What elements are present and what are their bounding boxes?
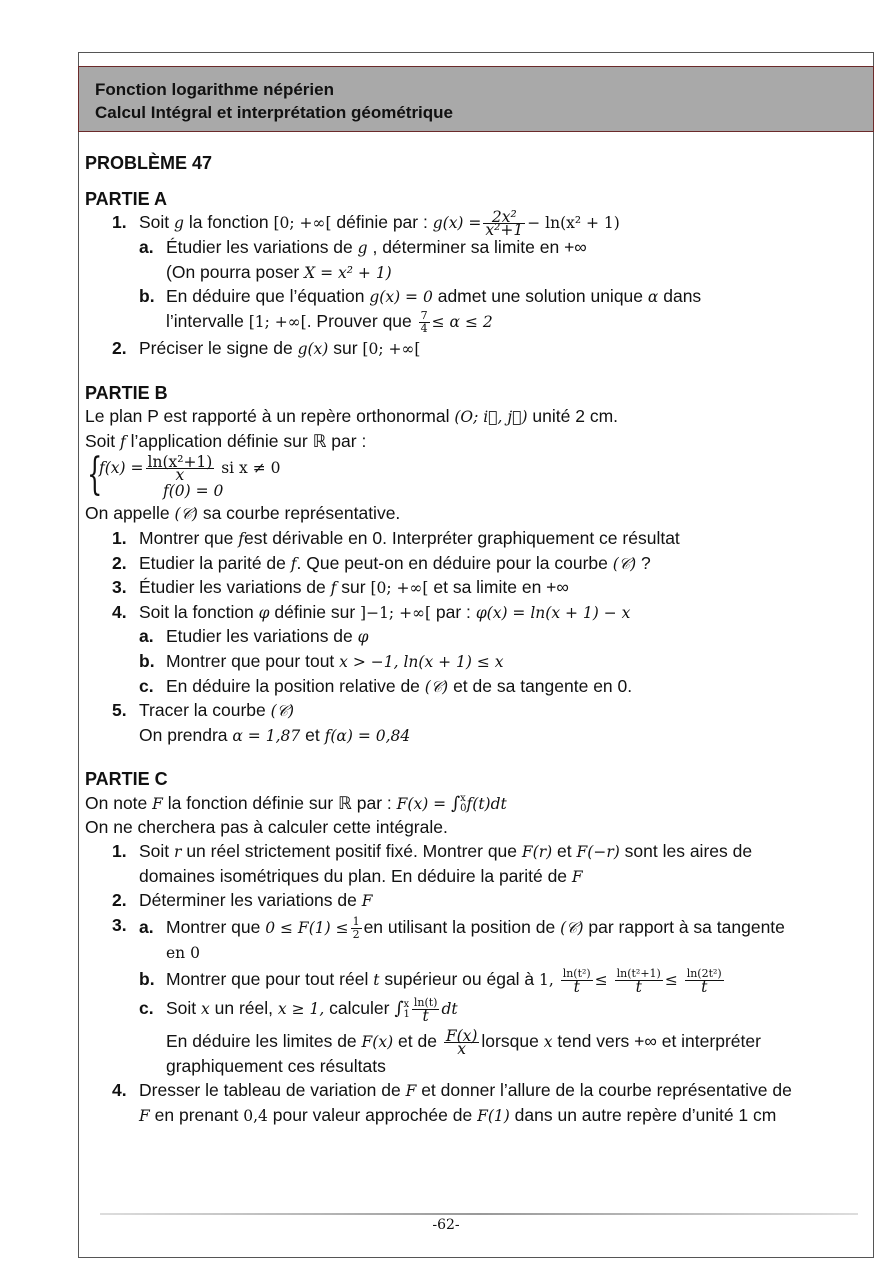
part-b-question-5: 5. Tracer la courbe (𝒞)	[112, 700, 295, 721]
part-c-question-3a-line2: en 0	[166, 943, 200, 962]
part-c-question-3c-line2: En déduire les limites de F(x) et de $\frac{F(x)}{x}$ lorsque x tend vers +∞ et interpréter	[166, 1027, 761, 1059]
part-c-title: PARTIE C	[85, 769, 168, 790]
part-b-question-4: 4. Soit la fonction φ définie sur ]−1; +∞[ par : φ(x) = ln(x + 1) − x	[112, 601, 631, 622]
part-b-question-5-values: On prendra α = 1,87 et f(α) = 0,84	[139, 724, 411, 745]
part-c-note: On ne cherchera pas à calculer cette intégrale.	[85, 817, 448, 838]
chapter-header	[78, 66, 874, 132]
part-b-title: PARTIE B	[85, 382, 168, 403]
part-a-question-1b: b. En déduire que l’équation g(x) = 0 admet une solution unique α dans	[139, 286, 702, 307]
part-a-question-1: 1. Soit g la fonction [0; +∞[ définie par : g(x) = $\frac{\text{2x²}}{\text{x²+1}}$ − ln(x² + 1)	[112, 208, 620, 240]
part-c-question-1: 1. Soit r un réel strictement positif fixé. Montrer que F(r) et F(−r) sont les aires de	[112, 841, 753, 862]
part-c-question-3b: b. Montrer que pour tout réel t supérieur ou égal à 1, $\frac{\text{ln(t²)}}{t}$ ≤ $\frac{\text{ln(t²+1)}}{t}$ ≤ $\frac{\text{ln(2t²)}}{t}$	[139, 967, 722, 997]
part-b-question-4a: a. Etudier les variations de φ	[139, 626, 369, 647]
part-a-question-1b-line2: l’intervalle [1; +∞[. Prouver que $\frac{7}{4}$ ≤ α ≤ 2	[166, 308, 493, 335]
part-b-question-4c: c. En déduire la position relative de (𝒞) et de sa tangente en 0.	[139, 675, 633, 696]
part-c-question-1-line2: domaines isométriques du plan. En déduire la parité de F	[139, 865, 583, 886]
curve-definition: On appelle (𝒞) sa courbe représentative.	[85, 503, 401, 524]
part-c-question-4: 4. Dresser le tableau de variation de F et donner l’allure de la courbe représentative de	[112, 1080, 792, 1101]
footer-divider	[100, 1213, 858, 1215]
problem-title: PROBLÈME 47	[85, 153, 213, 173]
part-c-question-3a: a. Montrer que 0 ≤ F(1) ≤ $\frac{1}{2}$ en utilisant la position de (𝒞) par rapport à sa tangente	[139, 914, 785, 941]
chapter-subtitle: Calcul Intégral et interprétation géométrique	[95, 103, 454, 122]
part-b-definition: Soit f l’application définie sur ℝ par :	[85, 430, 367, 451]
part-c-question-3c-line3: graphiquement ces résultats	[166, 1056, 386, 1077]
part-a-question-1a: a. Étudier les variations de g , déterminer sa limite en +∞	[139, 237, 587, 258]
page-number: -62-	[432, 1217, 460, 1233]
part-b-intro: Le plan P est rapporté à un repère orthonormal (O; i⃗, j⃗) unité 2 cm.	[85, 406, 619, 427]
part-c-question-4-line2: F en prenant 0,4 pour valeur approchée de F(1) dans un autre repère d’unité 1 cm	[139, 1104, 777, 1125]
part-c-intro: On note F la fonction définie sur ℝ par : F(x) = ∫ x 0 f(t)dt	[85, 792, 507, 815]
function-system: { f(x) = $\frac{\text{ln(x²+1)}}{x}$ si x ≠ 0 f(0) = 0	[87, 449, 281, 501]
part-b-question-1: 1. Montrer que fest dérivable en 0. Interpréter graphiquement ce résultat	[112, 527, 680, 548]
part-a-question-1a-hint: (On pourra poser X = x² + 1)	[166, 261, 392, 282]
part-b-question-4b: b. Montrer que pour tout x > −1, ln(x + 1) ≤ x	[139, 650, 504, 671]
problem-content: PROBLÈME 47 PARTIE A 1. Soit g la fonction [0; +∞[ définie par : g(x) = $\frac{\text{2x²}}{\text{x²+1}}$ − ln(x² + 1) a. Étudier les variations de g , déterminer sa limite en +∞ (On pourra poser X = x² + 1) b. En déduire que l’équation g(x) = 0 admet une solution unique α dans l’intervalle [1; +∞[. Prouver que $\frac{7}{4}$ ≤ α ≤ 2 2. Préciser le signe de g(x) sur [0; +∞[ PARTIE B Le plan P est rapporté à un repère orthonormal (O; i⃗, j⃗) unité 2 cm. Soit f l’application définie sur ℝ par : { f(x) = $\frac{\text{ln(x²+1)}}{x}$ si x ≠ 0 f(0) = 0 On appelle (𝒞) sa courbe représentative. 1. Montrer que fest dérivable en 0. Interpréter graphiquement ce résultat 2. Etudier la parité de f. Que peut-on en déduire pour la courbe (𝒞) ? 3. Étudier les variations de f sur [0; +∞[ et sa limite en +∞ 4. Soit la fonction φ définie sur ]−1; +∞[ par : φ(x) = ln(x + 1) − x a. Etudier les variations de φ b. Montrer que pour tout x > −1, ln(x + 1) ≤ x c. En déduire la position relative de (𝒞) et de sa tangente en 0. 5. Tracer la courbe (𝒞) On prendra α = 1,87 et f(α) = 0,84 PARTIE C On note F la fonction définie sur ℝ par : F(x) = ∫ x 0 f(t)dt On ne cherchera pas à calculer cette intégrale. 1. Soit r un réel strictement positif fixé. Montrer que F(r) et F(−r) sont les aires de domaines isométriques du plan. En déduire la parité de F 2. Déterminer les variations de F 3. a. Montrer que 0 ≤ F(1) ≤ $\frac{1}{2}$ en utilisant la position de (𝒞) par rapport à sa tangente en 0 b. Montrer que pour tout réel t supérieur ou égal à 1, $\frac{\text{ln(t²)}}{t}$ ≤ $\frac{\text{ln(t²+1)}}{t}$ ≤ $\frac{\text{ln(2t²)}}{t}$ c. Soit x un réel, x ≥ 1, calculer ∫ x 1 $\frac{\ln(t)}{t}$ dt En déduire les limites de F(x) et de $\frac{F(x)}{x}$ lorsque x tend vers +∞ et interpréter graphiquement ces résultats 4. Dresser le tableau de variation de F et donner l’allure de la courbe représentative de F en prenant 0,4 pour valeur approchée de F(1) dans un autre repère d’unité 1 cm	[85, 152, 870, 1128]
part-c-question-3c: c. Soit x un réel, x ≥ 1, calculer ∫ x 1 $\frac{\ln(t)}{t}$ dt	[139, 996, 458, 1026]
chapter-title: Fonction logarithme népérien	[95, 80, 334, 99]
part-a-title: PARTIE A	[85, 188, 168, 209]
part-c-question-2: 2. Déterminer les variations de F	[112, 890, 373, 911]
part-b-question-2: 2. Etudier la parité de f. Que peut-on en déduire pour la courbe (𝒞) ?	[112, 552, 651, 573]
part-b-question-3: 3. Étudier les variations de f sur [0; +∞[ et sa limite en +∞	[112, 577, 569, 598]
part-a-question-2: 2. Préciser le signe de g(x) sur [0; +∞[	[112, 337, 421, 358]
